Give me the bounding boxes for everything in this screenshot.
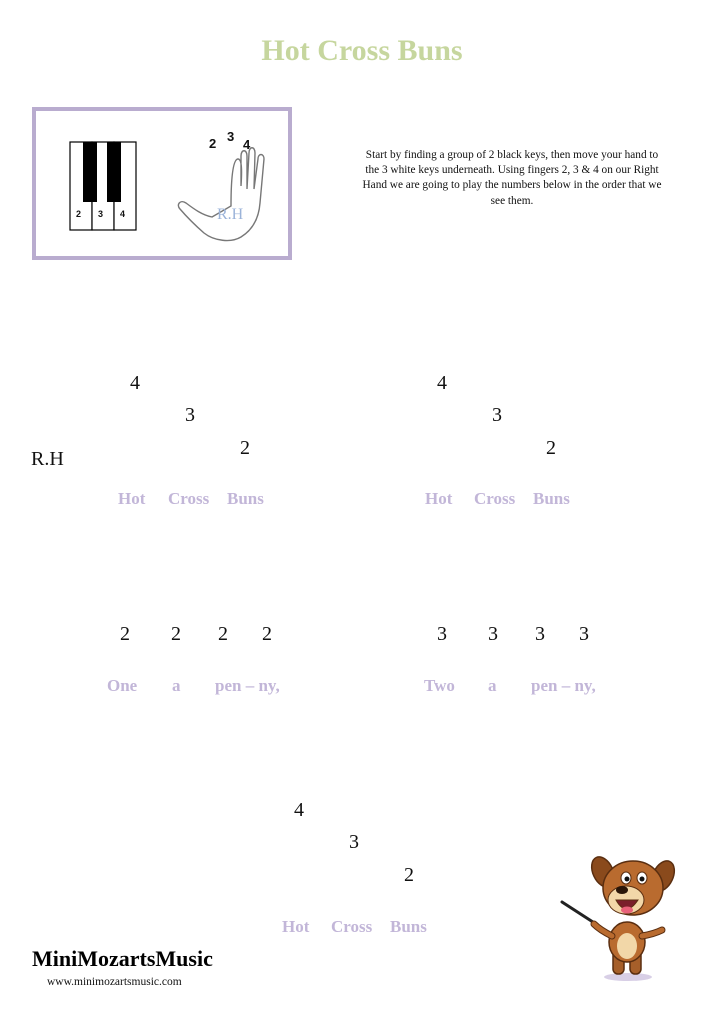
lyric-word: a xyxy=(488,676,497,695)
right-hand-marker: R.H xyxy=(31,448,64,470)
lyric-word: Two xyxy=(424,676,455,695)
lyric-word: Buns xyxy=(533,489,570,508)
finger-number: 3 xyxy=(227,129,235,144)
finger-number: 3 xyxy=(492,404,502,426)
lyric-word: Cross xyxy=(474,489,516,508)
finger-number: 4 xyxy=(130,372,140,394)
finger-number: 2 xyxy=(546,437,556,459)
page-title: Hot Cross Buns xyxy=(261,34,463,67)
finger-number: 3 xyxy=(437,623,447,645)
finger-number: 3 xyxy=(488,623,498,645)
hand-icon xyxy=(178,148,264,241)
finger-number: 3 xyxy=(349,831,359,853)
lyric-word: Cross xyxy=(331,917,373,936)
finger-number: 2 xyxy=(404,864,414,886)
lyric-word: Hot xyxy=(118,489,146,508)
finger-number: 2 xyxy=(209,136,217,151)
lyric-word: Buns xyxy=(227,489,264,508)
finger-number: 2 xyxy=(218,623,228,645)
lyric-word: Hot xyxy=(282,917,310,936)
dog-conductor-mascot xyxy=(556,850,686,985)
finger-diagram-box xyxy=(32,107,292,260)
finger-number: 2 xyxy=(120,623,130,645)
finger-number: 2 xyxy=(240,437,250,459)
lyric-word: One xyxy=(107,676,138,695)
key-number: 4 xyxy=(120,209,126,219)
brand-url: www.minimozartsmusic.com xyxy=(47,976,182,988)
key-number: 2 xyxy=(76,209,82,219)
lyric-word: Buns xyxy=(390,917,427,936)
finger-number: 3 xyxy=(579,623,589,645)
lyric-word: pen – ny, xyxy=(531,676,596,695)
finger-number: 2 xyxy=(262,623,272,645)
instructions-text: Start by finding a group of 2 black keys, then move your hand to the 3 white keys underneath. Using fingers 2, 3 & 4 on our Right Hand we are going to play the numbers below in the order that we see them. xyxy=(362,149,662,207)
key-number: 3 xyxy=(98,209,104,219)
piano-keys-icon xyxy=(36,111,288,256)
lyric-word: a xyxy=(172,676,181,695)
finger-number: 2 xyxy=(171,623,181,645)
brand-name: MiniMozartsMusic xyxy=(32,946,213,971)
lyric-word: Hot xyxy=(425,489,453,508)
finger-number: 4 xyxy=(294,799,304,821)
lyric-word: pen – ny, xyxy=(215,676,280,695)
finger-number: 4 xyxy=(243,137,251,152)
finger-number: 3 xyxy=(185,404,195,426)
lyric-word: Cross xyxy=(168,489,210,508)
hand-label: R.H xyxy=(217,206,244,223)
finger-number: 4 xyxy=(437,372,447,394)
finger-number: 3 xyxy=(535,623,545,645)
